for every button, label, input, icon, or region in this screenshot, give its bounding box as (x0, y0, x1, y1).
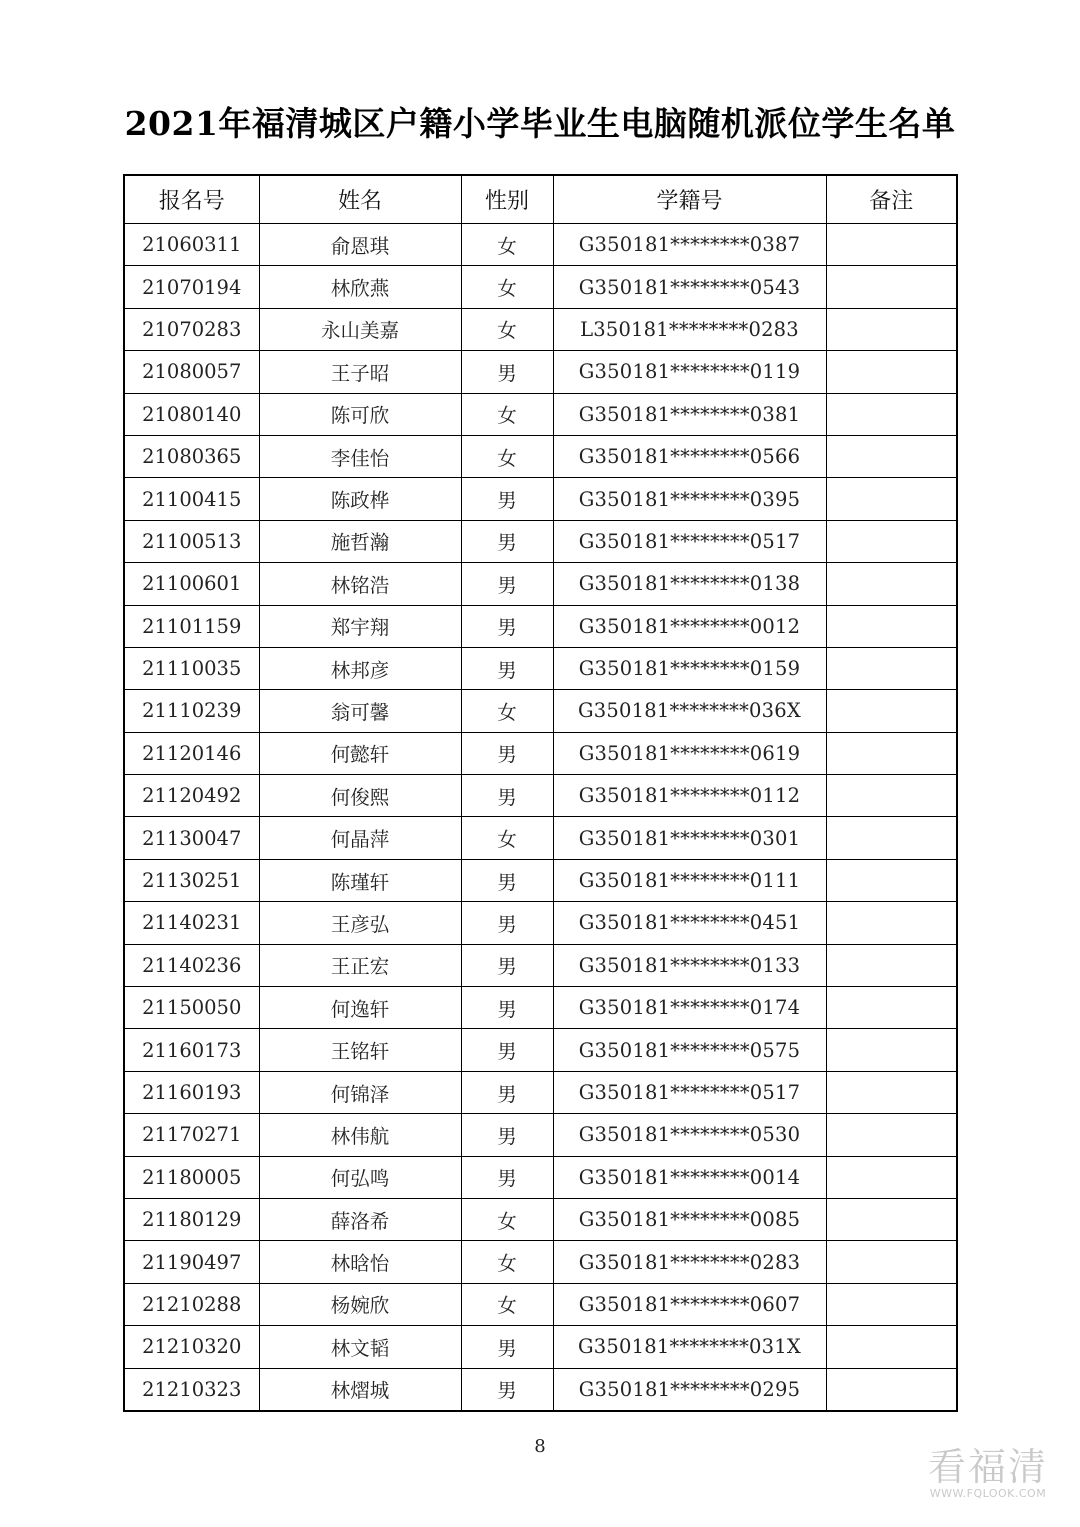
cell-gender: 女 (461, 393, 553, 435)
header-registration-no: 报名号 (124, 175, 259, 224)
cell-remarks (826, 1368, 957, 1411)
cell-gender: 男 (461, 1071, 553, 1113)
table-row (124, 563, 957, 605)
cell-gender: 女 (461, 224, 553, 266)
cell-student-id: G350181********0395 (553, 478, 826, 520)
cell-remarks (826, 1198, 957, 1240)
cell-registration-no: 21100415 (124, 478, 259, 520)
cell-registration-no: 21210288 (124, 1283, 259, 1325)
header-name: 姓名 (259, 175, 461, 224)
cell-remarks (826, 308, 957, 350)
table-row (124, 1071, 957, 1113)
table-row (124, 1114, 957, 1156)
cell-registration-no: 21080057 (124, 351, 259, 393)
cell-student-id: G350181********0174 (553, 987, 826, 1029)
student-roster-table (123, 174, 958, 1412)
cell-remarks (826, 1241, 957, 1283)
table-row (124, 605, 957, 647)
page-number: 8 (534, 1436, 546, 1457)
cell-gender: 男 (461, 1029, 553, 1071)
table-body (124, 224, 957, 1411)
cell-name: 何晶萍 (259, 817, 461, 859)
cell-gender: 男 (461, 732, 553, 774)
cell-remarks (826, 478, 957, 520)
cell-remarks (826, 944, 957, 986)
cell-student-id: G350181********0138 (553, 563, 826, 605)
cell-registration-no: 21101159 (124, 605, 259, 647)
watermark-text: 看福清 (927, 1445, 1048, 1489)
cell-registration-no: 21100601 (124, 563, 259, 605)
cell-remarks (826, 1156, 957, 1198)
table-row (124, 478, 957, 520)
table-row (124, 817, 957, 859)
cell-remarks (826, 775, 957, 817)
cell-name: 陈瑾轩 (259, 859, 461, 901)
table-row (124, 520, 957, 562)
watermark-logo (918, 1446, 1058, 1500)
cell-gender: 女 (461, 266, 553, 308)
cell-student-id: G350181********0012 (553, 605, 826, 647)
cell-name: 永山美嘉 (259, 308, 461, 350)
cell-student-id: G350181********0517 (553, 520, 826, 562)
cell-student-id: L350181********0283 (553, 308, 826, 350)
cell-registration-no: 21210320 (124, 1326, 259, 1368)
cell-gender: 男 (461, 351, 553, 393)
cell-student-id: G350181********0566 (553, 435, 826, 477)
cell-gender: 男 (461, 520, 553, 562)
cell-gender: 男 (461, 647, 553, 689)
cell-remarks (826, 1071, 957, 1113)
cell-gender: 女 (461, 690, 553, 732)
cell-registration-no: 21080365 (124, 435, 259, 477)
cell-gender: 男 (461, 987, 553, 1029)
cell-registration-no: 21120146 (124, 732, 259, 774)
cell-name: 俞恩琪 (259, 224, 461, 266)
cell-student-id: G350181********0301 (553, 817, 826, 859)
cell-remarks (826, 859, 957, 901)
cell-name: 何俊熙 (259, 775, 461, 817)
table-row (124, 1198, 957, 1240)
cell-student-id: G350181********0159 (553, 647, 826, 689)
header-gender: 性别 (461, 175, 553, 224)
cell-name: 林晗怡 (259, 1241, 461, 1283)
cell-name: 王铭轩 (259, 1029, 461, 1071)
cell-registration-no: 21130047 (124, 817, 259, 859)
cell-name: 何锦泽 (259, 1071, 461, 1113)
cell-gender: 男 (461, 478, 553, 520)
cell-registration-no: 21110035 (124, 647, 259, 689)
cell-registration-no: 21120492 (124, 775, 259, 817)
cell-student-id: G350181********0283 (553, 1241, 826, 1283)
cell-name: 何懿轩 (259, 732, 461, 774)
cell-remarks (826, 732, 957, 774)
cell-name: 翁可馨 (259, 690, 461, 732)
cell-student-id: G350181********0575 (553, 1029, 826, 1071)
cell-gender: 女 (461, 308, 553, 350)
table-row (124, 435, 957, 477)
table-row (124, 1283, 957, 1325)
cell-student-id: G350181********0381 (553, 393, 826, 435)
cell-gender: 男 (461, 1114, 553, 1156)
cell-remarks (826, 605, 957, 647)
cell-remarks (826, 351, 957, 393)
cell-student-id: G350181********036X (553, 690, 826, 732)
cell-name: 杨婉欣 (259, 1283, 461, 1325)
cell-remarks (826, 987, 957, 1029)
table-row (124, 224, 957, 266)
cell-name: 王正宏 (259, 944, 461, 986)
cell-student-id: G350181********0530 (553, 1114, 826, 1156)
table-row (124, 647, 957, 689)
table-row (124, 775, 957, 817)
cell-remarks (826, 224, 957, 266)
cell-registration-no: 21060311 (124, 224, 259, 266)
cell-gender: 女 (461, 1241, 553, 1283)
cell-name: 林伟航 (259, 1114, 461, 1156)
cell-remarks (826, 1326, 957, 1368)
cell-remarks (826, 266, 957, 308)
cell-name: 何逸轩 (259, 987, 461, 1029)
cell-gender: 女 (461, 435, 553, 477)
cell-registration-no: 21160173 (124, 1029, 259, 1071)
table-row (124, 987, 957, 1029)
cell-gender: 男 (461, 859, 553, 901)
watermark-url: WWW.FQLOOK.COM (929, 1487, 1047, 1500)
cell-registration-no: 21140231 (124, 902, 259, 944)
cell-name: 林欣燕 (259, 266, 461, 308)
cell-registration-no: 21100513 (124, 520, 259, 562)
table-row (124, 944, 957, 986)
cell-registration-no: 21180129 (124, 1198, 259, 1240)
cell-student-id: G350181********0295 (553, 1368, 826, 1411)
table-row (124, 1368, 957, 1411)
cell-student-id: G350181********031X (553, 1326, 826, 1368)
cell-student-id: G350181********0133 (553, 944, 826, 986)
cell-remarks (826, 435, 957, 477)
cell-student-id: G350181********0517 (553, 1071, 826, 1113)
cell-student-id: G350181********0543 (553, 266, 826, 308)
cell-student-id: G350181********0111 (553, 859, 826, 901)
table-row (124, 732, 957, 774)
document-title: 2021年福清城区户籍小学毕业生电脑随机派位学生名单 (124, 104, 956, 143)
cell-remarks (826, 393, 957, 435)
cell-student-id: G350181********0014 (553, 1156, 826, 1198)
cell-registration-no: 21070194 (124, 266, 259, 308)
table-row (124, 690, 957, 732)
cell-registration-no: 21210323 (124, 1368, 259, 1411)
cell-student-id: G350181********0119 (553, 351, 826, 393)
cell-gender: 男 (461, 605, 553, 647)
cell-name: 薛洛希 (259, 1198, 461, 1240)
cell-gender: 男 (461, 1326, 553, 1368)
cell-gender: 女 (461, 817, 553, 859)
cell-registration-no: 21160193 (124, 1071, 259, 1113)
cell-registration-no: 21140236 (124, 944, 259, 986)
cell-registration-no: 21110239 (124, 690, 259, 732)
cell-name: 陈政桦 (259, 478, 461, 520)
cell-student-id: G350181********0607 (553, 1283, 826, 1325)
cell-remarks (826, 1029, 957, 1071)
cell-name: 林文韬 (259, 1326, 461, 1368)
cell-registration-no: 21180005 (124, 1156, 259, 1198)
cell-gender: 男 (461, 1156, 553, 1198)
cell-registration-no: 21170271 (124, 1114, 259, 1156)
table-row (124, 859, 957, 901)
table-header-row (124, 175, 957, 224)
cell-gender: 女 (461, 1198, 553, 1240)
table-row (124, 308, 957, 350)
cell-student-id: G350181********0085 (553, 1198, 826, 1240)
cell-gender: 男 (461, 944, 553, 986)
cell-student-id: G350181********0112 (553, 775, 826, 817)
table-row (124, 902, 957, 944)
cell-gender: 男 (461, 902, 553, 944)
cell-student-id: G350181********0451 (553, 902, 826, 944)
table-row (124, 393, 957, 435)
cell-student-id: G350181********0619 (553, 732, 826, 774)
cell-name: 何弘鸣 (259, 1156, 461, 1198)
cell-registration-no: 21070283 (124, 308, 259, 350)
table-row (124, 1029, 957, 1071)
cell-name: 郑宇翔 (259, 605, 461, 647)
cell-name: 施哲瀚 (259, 520, 461, 562)
cell-remarks (826, 690, 957, 732)
cell-remarks (826, 902, 957, 944)
header-student-id: 学籍号 (553, 175, 826, 224)
cell-registration-no: 21080140 (124, 393, 259, 435)
cell-remarks (826, 647, 957, 689)
table-row (124, 1326, 957, 1368)
cell-name: 林邦彦 (259, 647, 461, 689)
cell-remarks (826, 520, 957, 562)
cell-name: 李佳怡 (259, 435, 461, 477)
cell-remarks (826, 1283, 957, 1325)
cell-gender: 女 (461, 1283, 553, 1325)
cell-gender: 男 (461, 1368, 553, 1411)
cell-name: 林熠城 (259, 1368, 461, 1411)
cell-remarks (826, 1114, 957, 1156)
table-row (124, 1241, 957, 1283)
cell-student-id: G350181********0387 (553, 224, 826, 266)
table-row (124, 1156, 957, 1198)
cell-gender: 男 (461, 775, 553, 817)
cell-registration-no: 21130251 (124, 859, 259, 901)
cell-registration-no: 21150050 (124, 987, 259, 1029)
cell-remarks (826, 563, 957, 605)
cell-name: 林铭浩 (259, 563, 461, 605)
cell-name: 王彦弘 (259, 902, 461, 944)
cell-name: 王子昭 (259, 351, 461, 393)
cell-registration-no: 21190497 (124, 1241, 259, 1283)
header-remarks: 备注 (826, 175, 957, 224)
table-row (124, 351, 957, 393)
table-row (124, 266, 957, 308)
cell-remarks (826, 817, 957, 859)
cell-name: 陈可欣 (259, 393, 461, 435)
cell-gender: 男 (461, 563, 553, 605)
